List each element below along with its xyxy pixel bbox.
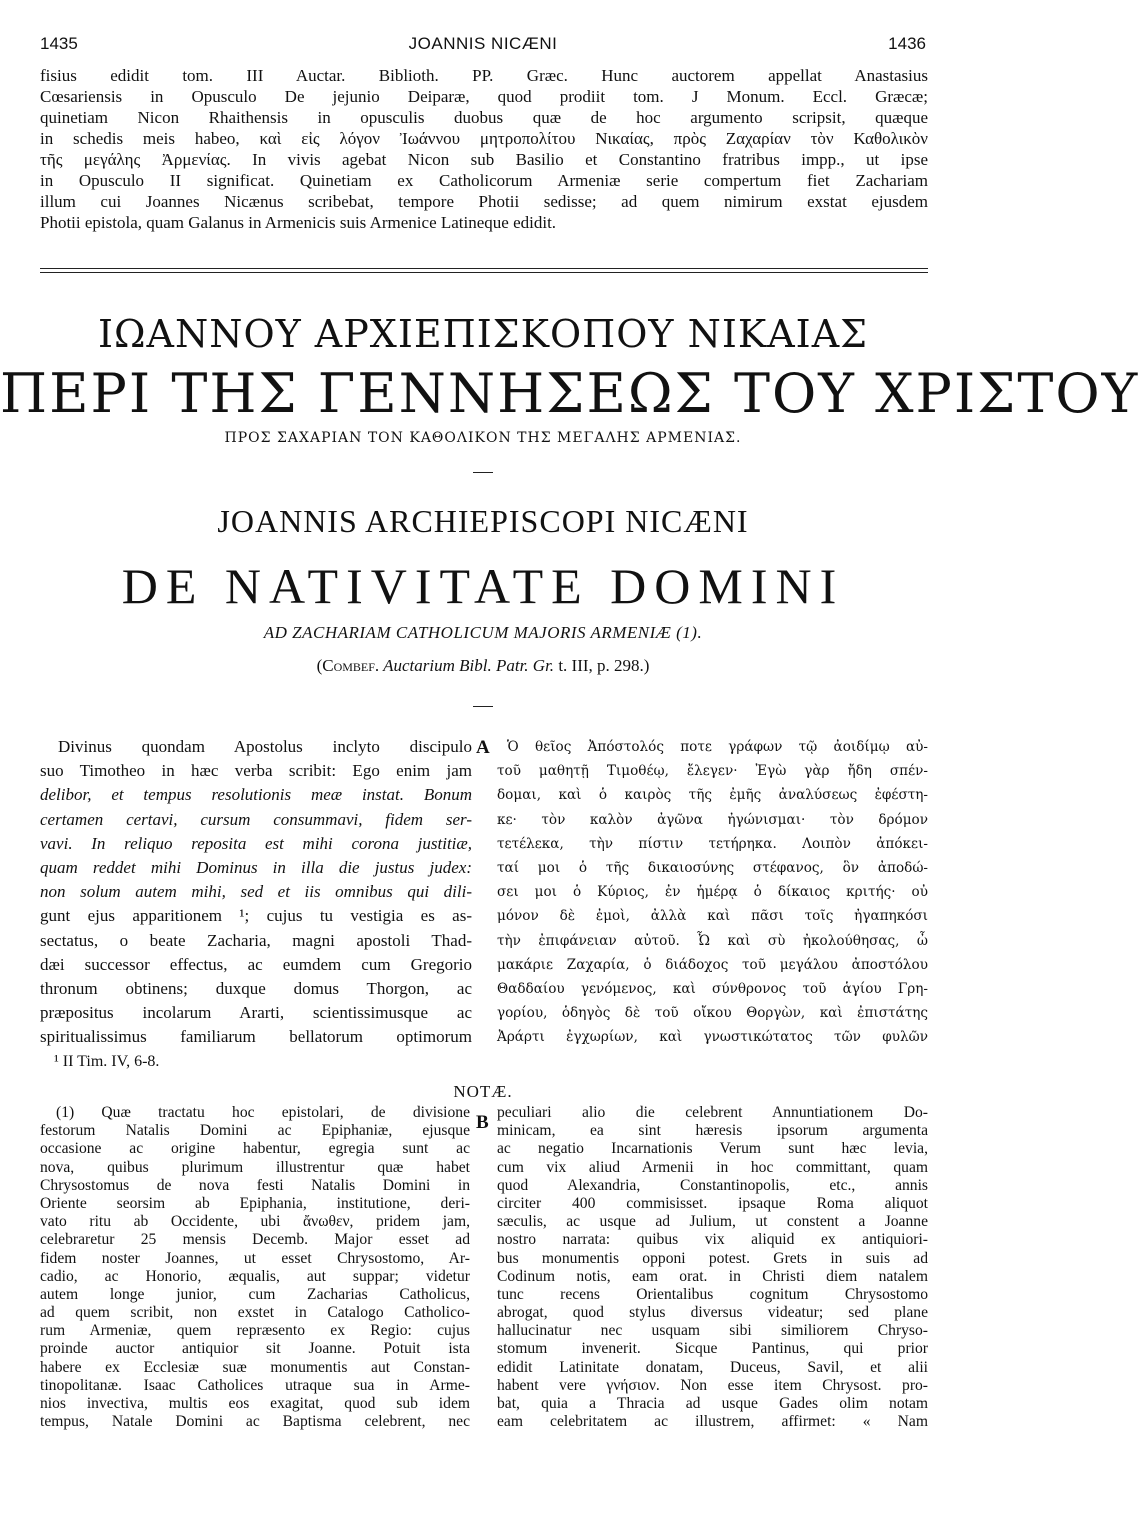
intro-line: in schedis meis habeo, καὶ εἰς λόγον Ἰωάννου μητροπολίτου Νικαίας, πρὸς Ζαχαρίαν τὸν Καθολικὸν	[40, 129, 928, 148]
latin-title-heading: DE NATIVITATE DOMINI	[121, 558, 845, 614]
note-line: cum vix aliud Armenii in hoc committant, quam	[497, 1158, 928, 1176]
note-line: (1) Quæ tractatu hoc epistolari, de divisione	[56, 1104, 470, 1121]
note-line: occasione ac origine habentur, egregia sunt ac	[40, 1140, 470, 1158]
source-ref: t. III, p. 298.)	[554, 656, 650, 675]
greek-line: Ἀράρτι ἐγχωρίων, καὶ γνωστικώτατος τῶν φυλῶν	[497, 1029, 928, 1046]
latin-line: vavi. In reliquo reposita est mihi corona justitiæ,	[40, 833, 472, 853]
page-header	[40, 34, 926, 54]
note-line: bat, quia a Thracia ad usque Gades olim notam	[497, 1395, 928, 1412]
notes-left-column	[40, 1104, 470, 1431]
note-line: autem longe junior, cum Zacharias Catholicus,	[40, 1285, 470, 1303]
latin-line: spiritualissimus familiarum bellatorum optimorum	[40, 1027, 472, 1047]
intro-line: τῆς μεγάλης Ἀρμενίας. In vivis agebat Nicon sub Basilio et Constantino fratribus impp., ut ipse	[40, 150, 928, 169]
greek-line: μόνον δὲ ἐμοὶ, ἀλλὰ καὶ πᾶσι τοῖς ἠγαπηκόσι	[497, 908, 928, 925]
intro-line: fisius edidit tom. III Auctar. Biblioth. PP. Græc. Hunc auctorem appellat Anastasius	[40, 66, 928, 85]
latin-line: gunt ejus apparitionem ¹; cujus tu vestigia es as-	[40, 906, 472, 926]
note-line: tunc recens Orientalibus cognitum Chrysostomo	[497, 1285, 928, 1303]
note-line: peculiari alio die celebrent Annuntiationem Do-	[497, 1104, 928, 1121]
greek-column	[497, 735, 928, 1049]
note-line: stomum invenerit. Sicque Pantinus, qui prior	[497, 1340, 928, 1358]
note-line: Codinum notis, eam orat. in Christi diem natalem	[497, 1267, 928, 1285]
greek-line: ταί μοι ὁ τῆς δικαιοσύνης στέφανος, ὃν ἀποδώ-	[497, 859, 928, 876]
note-line: sæculis, ac usque ad Julium, ut constent a Joanne	[497, 1213, 928, 1231]
greek-title-heading: ΠΕΡΙ ΤΗΣ ΓΕΝΝΗΣΕΩΣ ΤΟΥ ΧΡΙΣΤΟΥ	[0, 362, 1139, 425]
note-line: nios invectiva, multis eos exagitat, quod sub idem	[40, 1395, 470, 1412]
greek-line: κε· τὸν καλὸν ἀγῶνα ἠγώνισμαι· τὸν δρόμον	[497, 811, 928, 828]
source-citation	[0, 656, 966, 676]
note-line: nostro narrata: quibus vix aliquid ex antiquiori-	[497, 1231, 928, 1249]
note-line: nova, quibus plurimum illustrentur quæ habet	[40, 1158, 470, 1176]
note-line: eam celebritatem ac illustrem, affirmet: « Nam	[497, 1413, 928, 1431]
latin-line: thronum obtinens; duxque domus Thorgon, ac	[40, 978, 472, 998]
margin-marker-a: A	[476, 737, 490, 758]
greek-line: σει μοι ὁ Κύριος, ἐν ἡμέρᾳ ὁ δίκαιος κριτής· οὐ	[497, 884, 928, 901]
page-number-left: 1435	[40, 34, 78, 53]
latin-line: delibor, et tempus resolutionis meæ instat. Bonum	[40, 785, 472, 805]
divider-rule	[40, 268, 928, 269]
running-title: JOANNIS NICÆNI	[408, 34, 558, 53]
latin-column	[40, 735, 472, 1049]
note-line: proinde auctor antiquior sit Joanne. Potuit ista	[40, 1340, 470, 1358]
latin-line: suo Timotheo in hæc verba scribit: Ego enim jam	[40, 761, 472, 781]
greek-line: δομαι, καὶ ὁ καιρὸς τῆς ἐμῆς ἀναλύσεως ἐφέστη-	[497, 787, 928, 804]
latin-line: dæi successor effectus, ac eumdem cum Gregorio	[40, 954, 472, 974]
note-line: tinopolitanæ. Isaac Catholices utraque sua in Arme-	[40, 1376, 470, 1394]
intro-paragraph	[40, 65, 928, 233]
note-line: ad quem scribit, non exstet in Catalogo Catholico-	[40, 1304, 470, 1322]
notes-right-column	[497, 1104, 928, 1431]
footnote: ¹ II Tim. IV, 6-8.	[54, 1053, 160, 1070]
note-line: habent vere γνήσιον. Non esse item Chrysost. pro-	[497, 1376, 928, 1394]
note-line: edidit Latinitate donatam, Duceus, Savil, et alii	[497, 1358, 928, 1376]
latin-line: Divinus quondam Apostolus inclyto discipulo	[58, 737, 472, 756]
note-line: minicam, ea sint hæresis ipsorum argumenta	[497, 1122, 928, 1140]
note-line: vato ritu ab Occidente, ubi ἄνωθεν, pridem jam,	[40, 1213, 470, 1231]
intro-line: quinetiam Nicon Rhaithensis in opusculis duobus quæ de hoc argumento scripsit, quæque	[40, 108, 928, 127]
greek-line: τοῦ μαθητῇ Τιμοθέῳ, ἔλεγεν· Ἐγὼ γὰρ ἤδη σπέν-	[497, 763, 928, 780]
note-line: abrogat, quod stylus diversus videatur; sed plane	[497, 1304, 928, 1322]
intro-line: illum cui Joannes Nicænus scribebat, tempore Photii sedisse; ad quem nimirum exstat ejusdem	[40, 192, 928, 211]
note-line: tempus, Natale Domini ac Baptisma celebrent, nec	[40, 1413, 470, 1431]
latin-line: sectatus, o beate Zacharia, magni apostoli Thad-	[40, 930, 472, 950]
note-line: rum Armeniæ, quem repræsento ex Regio: cujus	[40, 1322, 470, 1340]
note-line: habere ex Ecclesiæ suæ monumentis aut Constan-	[40, 1358, 470, 1376]
source-open: (	[316, 656, 323, 675]
notes-heading: NOTÆ.	[453, 1082, 513, 1101]
intro-line: Cœsariensis in Opusculo De jejunio Deiparæ, quod prodiit tom. J Monum. Eccl. Græcæ;	[40, 87, 928, 106]
greek-line: μακάριε Ζαχαρία, ὁ διάδοχος τοῦ μεγάλου ἀποστόλου	[497, 956, 928, 973]
note-line: cadio, ac Honorio, æqualis, aut suppar; videtur	[40, 1267, 470, 1285]
title-dash	[473, 472, 493, 473]
divider-rule	[40, 272, 928, 273]
margin-marker-b: B	[476, 1112, 489, 1133]
note-line: quod Alexandria, Constantinopolis, etc., annis	[497, 1176, 928, 1194]
latin-line: præpositus incolarum Ararti, scientissimusque ac	[40, 1003, 472, 1023]
greek-subtitle: ΠΡΟΣ ΣΑΧΑΡΙΑΝ ΤΟΝ ΚΑΘΟΛΙΚΟΝ ΤΗΣ ΜΕΓΑΛΗΣ ΑΡΜΕΝΙΑΣ.	[224, 430, 742, 446]
note-line: festorum Natalis Domini ac Epiphaniæ, ejusque	[40, 1122, 470, 1140]
page-number-right: 1436	[888, 34, 926, 53]
latin-author-heading: JOANNIS ARCHIEPISCOPI NICÆNI	[217, 503, 749, 539]
note-line: Oriente seorsim ab Epiphania, institutione, deri-	[40, 1194, 470, 1212]
latin-line: certamen certavi, cursum consummavi, fidem ser-	[40, 809, 472, 829]
latin-subtitle: AD ZACHARIAM CATHOLICUM MAJORIS ARMENIÆ (1).	[263, 623, 703, 642]
source-work: Auctarium Bibl. Patr. Gr.	[379, 656, 555, 675]
note-line: circiter 400 commisisset. ipsaque Roma aliquot	[497, 1194, 928, 1212]
greek-line: Θαδδαίου γενόμενος, καὶ σύνθρονος τοῦ ἁγίου Γρη-	[497, 980, 928, 997]
greek-line: Ὁ θεῖος Ἀπόστολός ποτε γράφων τῷ ἀοιδίμῳ αὐ-	[507, 739, 928, 755]
note-line: fidem noster Joannes, ut esset Chrysostomo, Ar-	[40, 1249, 470, 1267]
intro-line: in Opusculo II significat. Quinetiam ex Catholicorum Armeniæ serie compertum fiet Zachariam	[40, 171, 928, 190]
note-line: ac negatio Incarnationis Verum sunt hæc levia,	[497, 1140, 928, 1158]
greek-line: γορίου, ὁδηγὸς δὲ τοῦ οἴκου Θοργὼν, καὶ ἐπιστάτης	[497, 1005, 928, 1022]
intro-line: Photii epistola, quam Galanus in Armenicis suis Armenice Latineque edidit.	[40, 213, 557, 232]
note-line: celebraretur 25 mensis Decemb. Major esset ad	[40, 1231, 470, 1249]
greek-line: τὴν ἐπιφάνειαν αὐτοῦ. Ὦ καὶ σὺ ἠκολούθησας, ὦ	[497, 932, 928, 949]
note-line: Chrysostomus de nova festi Natalis Domini in	[40, 1176, 470, 1194]
source-author: Combef.	[322, 656, 380, 675]
greek-line: τετέλεκα, τὴν πίστιν τετήρηκα. Λοιπὸν ἀπόκει-	[497, 835, 928, 852]
latin-line: non solum autem mihi, sed et iis omnibus qui dili-	[40, 882, 472, 902]
note-line: hallucinatur nec usquam sibi similiorem Chryso-	[497, 1322, 928, 1340]
greek-author-heading: ΙΩΑΝΝΟΥ ΑΡΧΙΕΠΙΣΚΟΠΟΥ ΝΙΚΑΙΑΣ	[97, 312, 869, 356]
title-dash	[473, 706, 493, 707]
latin-line: quam reddet mihi Dominus in illa die justus judex:	[40, 857, 472, 877]
note-line: bus monumentis opponi potest. Grets in suis ad	[497, 1249, 928, 1267]
